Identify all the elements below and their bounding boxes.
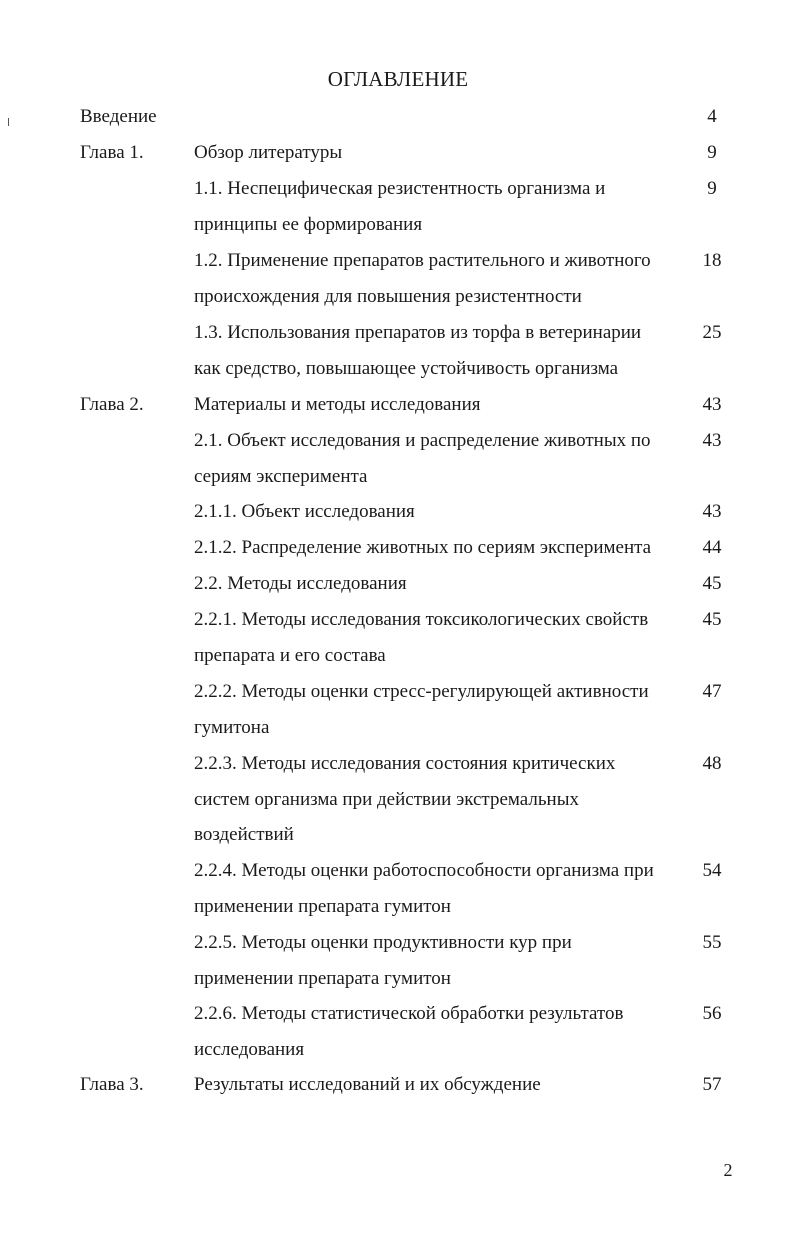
toc-entry-text: 1.1. Неспецифическая резистентность организма и (194, 178, 606, 199)
toc-page-number: 18 (702, 250, 722, 271)
toc-page-number: 4 (707, 106, 717, 127)
toc-entry-text: 2.2.3. Методы исследования состояния критических (194, 753, 616, 774)
toc-label: Глава 3. (80, 1074, 144, 1095)
toc-page-number: 56 (702, 1003, 722, 1024)
toc-label: Глава 2. (80, 394, 144, 415)
toc-page-number: 43 (702, 394, 722, 415)
toc-entry-text: 1.2. Применение препаратов растительного и животного (194, 250, 651, 271)
toc-entry-text: как средство, повышающее устойчивость организма (194, 358, 619, 379)
toc-page-number: 45 (702, 573, 722, 594)
toc-entry-text: 2.2.6. Методы статистической обработки результатов (194, 1003, 624, 1024)
toc-entry-text: сериям эксперимента (194, 466, 368, 487)
toc-entry-text: применении препарата гумитон (194, 968, 451, 989)
toc-entry-text: 2.2. Методы исследования (194, 573, 407, 594)
toc-entry-text: препарата и его состава (194, 645, 386, 666)
toc-entry-text: 2.2.5. Методы оценки продуктивности кур при (194, 932, 572, 953)
toc-title: ОГЛАВЛЕНИЕ (327, 67, 469, 91)
toc-page-number: 54 (702, 860, 722, 881)
toc-entry-text: гумитона (194, 717, 270, 738)
toc-page-number: 25 (702, 322, 722, 343)
toc-page-number: 43 (702, 430, 722, 451)
toc-page-number: 45 (702, 609, 722, 630)
toc-entry-text: 2.2.2. Методы оценки стресс-регулирующей активности (194, 681, 649, 702)
toc-label: Введение (80, 106, 157, 127)
toc-page-number: 9 (707, 142, 717, 163)
toc-entry-text: 2.2.1. Методы исследования токсикологических свойств (194, 609, 649, 630)
toc-entry-text: принципы ее формирования (194, 214, 423, 235)
toc-entry-text: 2.1.1. Объект исследования (194, 501, 415, 522)
toc-entry-text: систем организма при действии экстремальных (194, 789, 579, 810)
toc-page-number: 47 (702, 681, 722, 702)
toc-entry-text: 2.1. Объект исследования и распределение животных по (194, 430, 651, 451)
scan-margin-mark (8, 118, 9, 126)
toc-entry-text: воздействий (194, 824, 294, 845)
toc-entry-text: Материалы и методы исследования (194, 394, 481, 415)
page-number: 2 (723, 1160, 733, 1180)
toc-page-number: 55 (702, 932, 722, 953)
toc-entry-text: Обзор литературы (194, 142, 343, 163)
toc-entry-text: 2.1.2. Распределение животных по сериям эксперимента (194, 537, 652, 558)
toc-page-number: 43 (702, 501, 722, 522)
toc-page-number: 57 (702, 1074, 722, 1095)
toc-label: Глава 1. (80, 142, 144, 163)
toc-entry-text: происхождения для повышения резистентности (194, 286, 582, 307)
toc-entry-text: исследования (194, 1039, 305, 1060)
toc-page-number: 44 (702, 537, 722, 558)
toc-page-number: 9 (707, 178, 717, 199)
toc-entry-text: Результаты исследований и их обсуждение (194, 1074, 541, 1095)
toc-page-number: 48 (702, 753, 722, 774)
toc-entry-text: применении препарата гумитон (194, 896, 451, 917)
toc-entry-text: 1.3. Использования препаратов из торфа в ветеринарии (194, 322, 642, 343)
toc-entry-text: 2.2.4. Методы оценки работоспособности организма при (194, 860, 654, 881)
